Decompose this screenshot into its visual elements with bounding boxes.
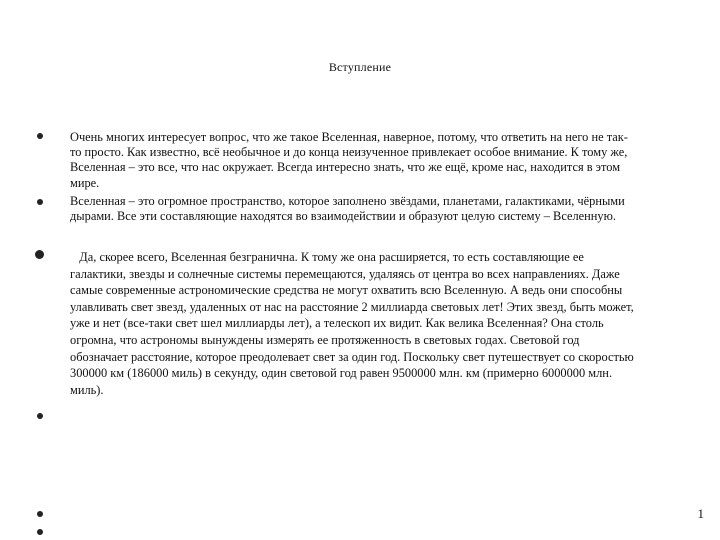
text-line: Вселенная – это все, что нас окружает. Всегда интересно знать, что же ещё, кроме нас, находится в этом [70, 160, 621, 175]
text-line: 300000 км (186000 миль) в секунду, один световой год равен 9500000 млн. км (примерно 6000000 млн. [70, 366, 613, 381]
bullet-2 [37, 199, 43, 205]
paragraph-intro [70, 130, 710, 191]
text-line: огромна, что астрономы вынуждены измерять ее протяженность в световых годах. Световой год [70, 332, 580, 347]
bullet-4 [37, 413, 43, 419]
text-line: то просто. Как известно, всё необычное и до конца неизученное привлекает особое внимание. К тому же, [70, 145, 628, 160]
bullet-1 [37, 133, 43, 139]
bullet-6 [37, 529, 43, 535]
text-line: Вселенная – это огромное пространство, которое заполнено звёздами, планетами, галактиками, чёрными [70, 194, 625, 208]
text-line: Очень многих интересует вопрос, что же такое Вселенная, наверное, потому, что ответить на него не так- [70, 130, 628, 144]
text-line: уже и нет (все-таки свет шел миллиарды лет), а телескоп их видит. Как велика Вселенная? Она столь [70, 316, 604, 331]
bullet-5 [37, 511, 43, 517]
paragraph-definition [70, 194, 710, 224]
page-number: 1 [697, 506, 704, 521]
slide-title: Вступление [328, 60, 392, 74]
text-line: миль). [70, 382, 104, 397]
text-line: обозначает расстояние, которое преодолевает свет за один год. Поскольку свет путешествует со скоростью [70, 349, 634, 364]
text-line: галактики, звезды и солнечные системы перемещаются, удаляясь от центра во всех направлениях. Даже [70, 266, 620, 281]
text-line: самые современные астрономические средства не могут охватить всю Вселенную. А ведь они способны [70, 283, 623, 298]
bullet-3 [35, 250, 44, 259]
text-line: улавливать свет звезд, удаленных от нас на расстояние 2 миллиарда световых лет! Этих звезд, быть может, [70, 299, 634, 314]
paragraph-infinite [70, 249, 710, 398]
text-line: мире. [70, 175, 100, 190]
text-line: Да, скорее всего, Вселенная безгранична. К тому же она расширяется, то есть составляющие ее [70, 250, 584, 264]
text-line: дырами. Все эти составляющие находятся во взаимодействии и образуют целую систему – Вселенную. [70, 209, 616, 224]
